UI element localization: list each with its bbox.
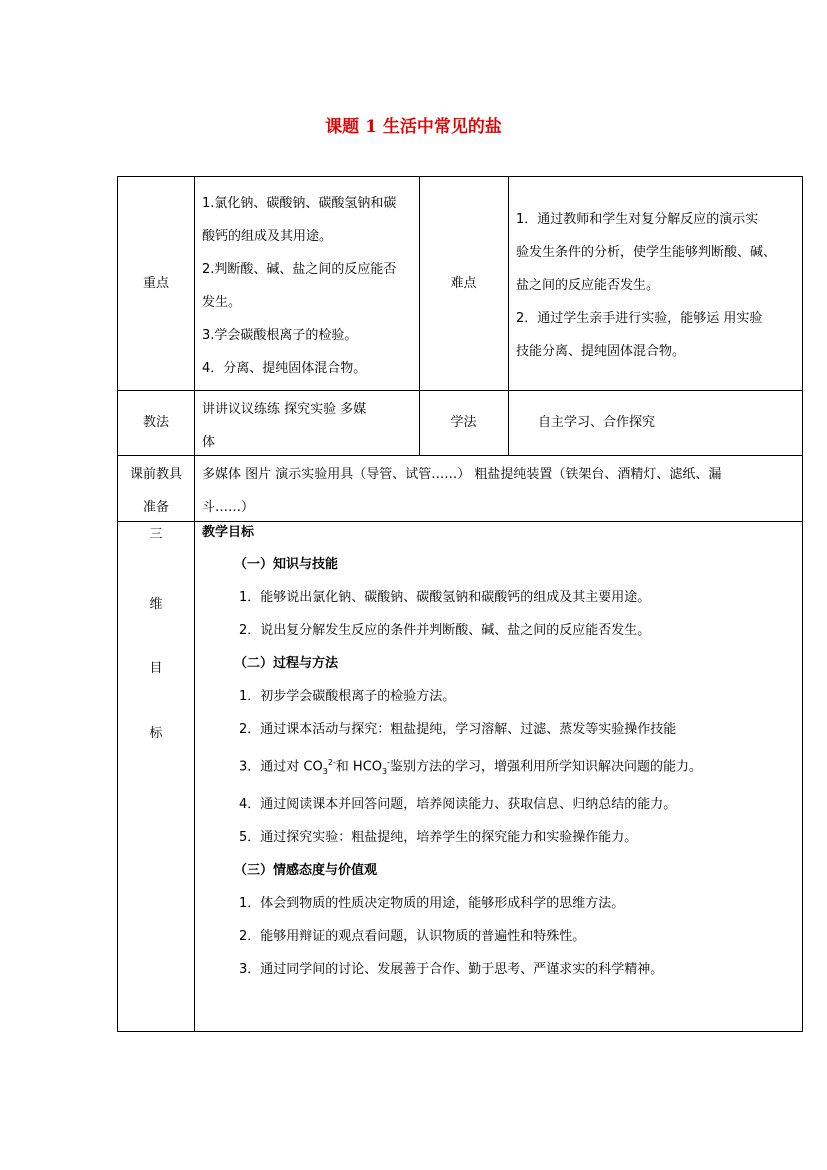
subscript: 3 — [382, 766, 388, 776]
superscript: 2- — [327, 758, 336, 767]
teaching-method-line: 讲讲议议练练 探究实验 多媒 — [202, 402, 367, 417]
goal-text: 3．通过对 CO — [239, 759, 323, 775]
column-divider — [508, 177, 509, 455]
goal-item: 2．通过课本活动与探究：粗盐提纯，学习溶解、过滤、蒸发等实验操作技能 — [239, 722, 677, 737]
study-method-label: 学法 — [450, 414, 477, 430]
goal-text: 和 HCO — [335, 759, 383, 775]
materials-content — [202, 458, 802, 524]
goal-item: 5．通过探究实验：粗盐提纯，培养学生的探究能力和实验操作能力。 — [239, 829, 638, 845]
lesson-title: 课题 1 生活中常见的盐 — [325, 117, 502, 137]
key-point-line: 发生。 — [202, 295, 242, 310]
goal-item-carbonate — [202, 746, 802, 788]
study-method: 自主学习、合作探究 — [538, 414, 656, 430]
goals-label-char: 标 — [149, 726, 163, 741]
goals-heading: 教学目标 — [202, 525, 255, 540]
goal-item: 1．初步学会碳酸根离子的检验方法。 — [239, 689, 456, 704]
goals-label-char: 维 — [149, 597, 163, 612]
goal-text: 鉴别方法的学习，增强利用所学知识解决问题的能力。 — [390, 759, 703, 775]
teaching-methods — [202, 393, 418, 459]
goal-item: 2．能够用辩证的观点看问题，认识物质的普遍性和特殊性。 — [239, 928, 586, 944]
section-heading-knowledge: （一）知识与技能 — [234, 557, 339, 572]
difficulty-line: 盐之间的反应能否发生。 — [516, 278, 660, 293]
materials-label-line: 课前教具 — [129, 467, 182, 482]
goal-item: 4．通过阅读课本并回答问题，培养阅读能力、获取信息、归纳总结的能力。 — [239, 796, 677, 812]
materials-line: 多媒体 图片 演示实验用具（导管、试管……） 粗盐提纯装置（铁架台、酒精灯、滤纸、漏 — [202, 467, 722, 482]
key-point-line: 1.氯化钠、碳酸钠、碳酸氢钠和碳 — [202, 196, 397, 211]
teaching-method-label: 教法 — [142, 414, 169, 430]
difficulty-line: 1．通过教师和学生对复分解反应的演示实 — [516, 212, 759, 227]
key-point-line: 酸钙的组成及其用途。 — [202, 229, 333, 244]
materials-line: 斗……） — [202, 500, 255, 515]
goal-item: 1．体会到物质的性质决定物质的用途，能够形成科学的思维方法。 — [239, 895, 625, 911]
superscript: - — [387, 758, 390, 767]
key-point-line: 2.判断酸、碱、盐之间的反应能否 — [202, 262, 397, 277]
key-point-line: 3.学会碳酸根离子的检验。 — [202, 328, 358, 343]
materials-label — [118, 458, 194, 524]
difficulties-list — [516, 203, 802, 368]
difficulty-line: 2．通过学生亲手进行实验，能够运 用实验 — [516, 311, 763, 326]
key-point-line: 4．分离、提纯固体混合物。 — [202, 361, 367, 376]
teaching-method-line: 体 — [202, 435, 216, 450]
goal-item: 1．能够说出氯化钠、碳酸钠、碳酸氢钠和碳酸钙的组成及其主要用途。 — [239, 590, 651, 605]
difficulties-label: 难点 — [450, 275, 477, 291]
lesson-plan-table — [117, 176, 803, 1032]
section-heading-attitude: （三）情感态度与价值观 — [234, 862, 378, 878]
goals-label-char: 三 — [149, 527, 163, 542]
subscript: 3 — [322, 766, 328, 776]
goals-content — [202, 518, 802, 986]
goal-item: 2．说出复分解发生反应的条件并判断酸、碱、盐之间的反应能否发生。 — [239, 623, 651, 638]
column-divider — [194, 177, 195, 1031]
section-heading-process: （二）过程与方法 — [234, 656, 339, 671]
difficulty-line: 验发生条件的分析，使学生能够判断酸、碱、 — [516, 245, 777, 260]
difficulty-line: 技能分离、提纯固体混合物。 — [516, 344, 686, 359]
materials-label-line: 准备 — [142, 500, 169, 515]
goal-item: 3．通过同学间的讨论、发展善于合作、勤于思考、严谨求实的科学精神。 — [239, 961, 664, 977]
key-points-list — [202, 187, 418, 385]
goals-label-char: 目 — [149, 661, 163, 676]
key-points-label: 重点 — [142, 275, 169, 291]
